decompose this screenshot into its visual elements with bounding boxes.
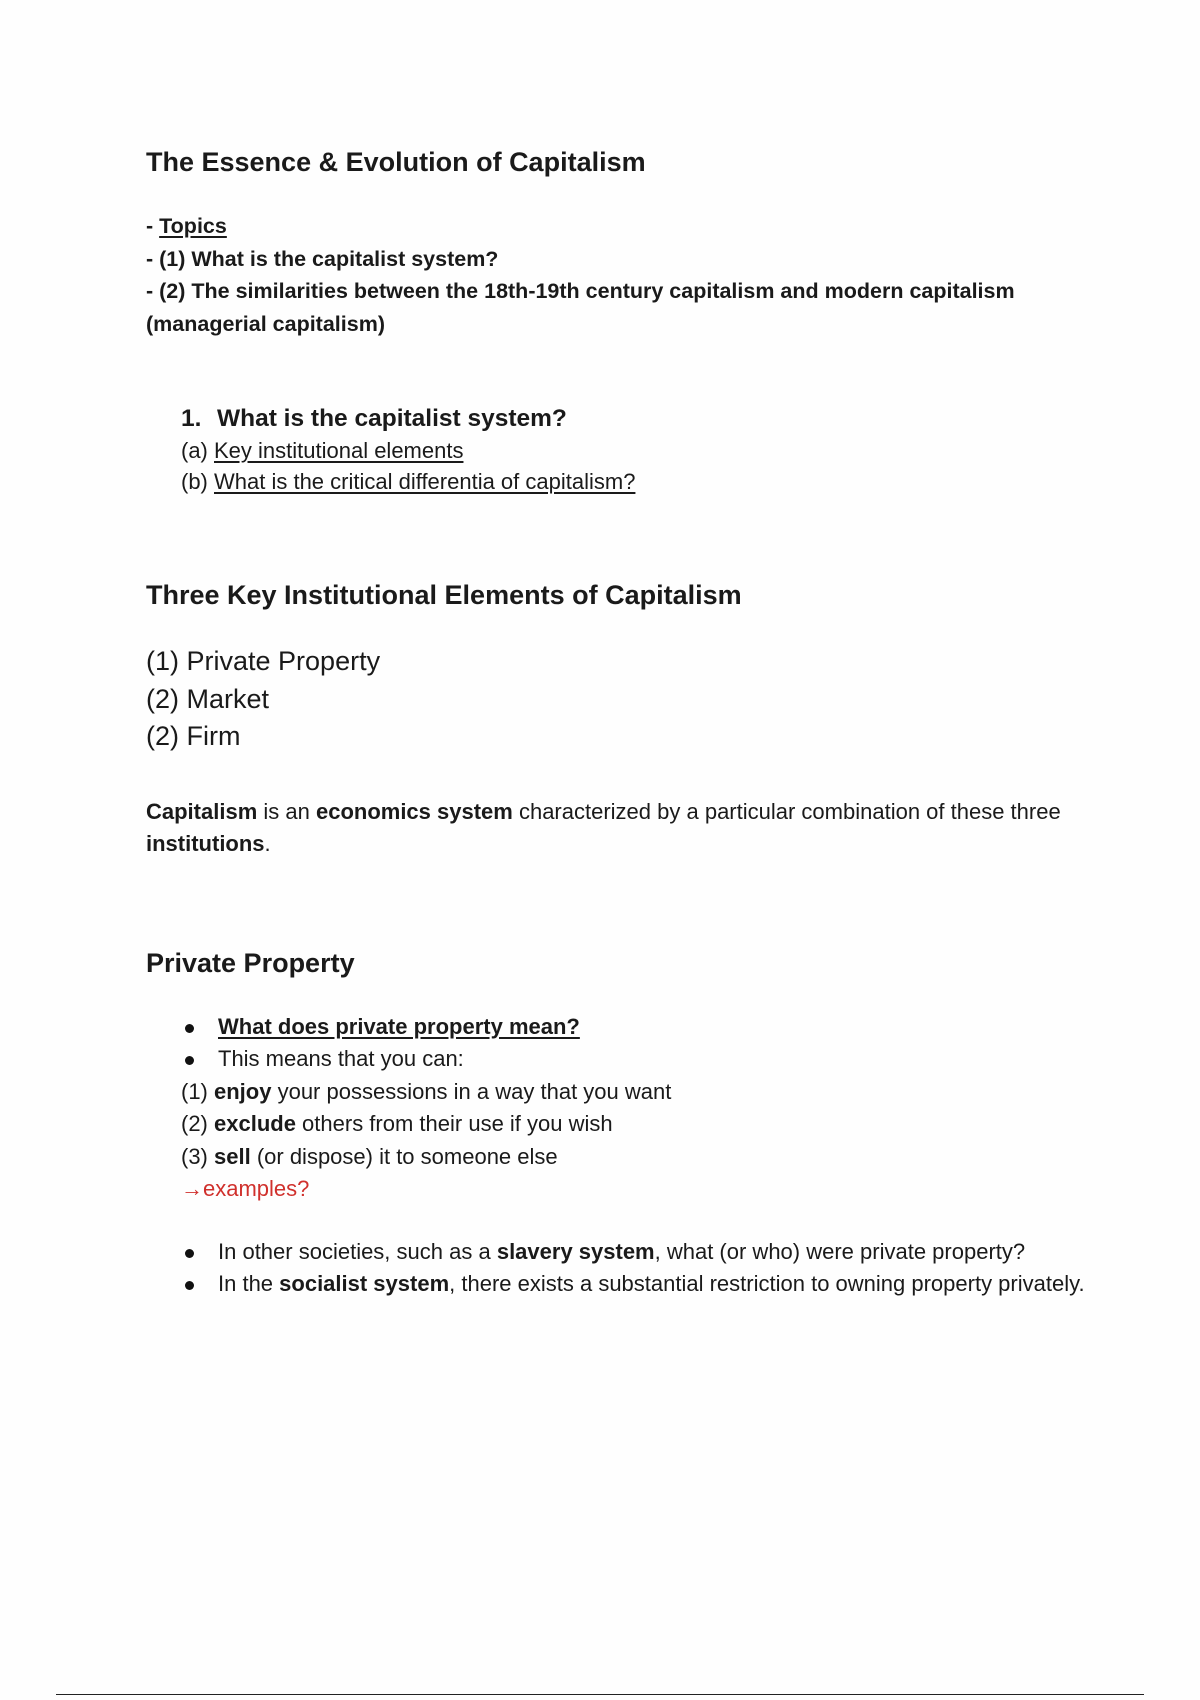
- document-title: The Essence & Evolution of Capitalism: [146, 147, 646, 177]
- subitem-marker: (b): [181, 468, 214, 494]
- definition-text: is an: [257, 798, 316, 824]
- term-institutions: institutions: [146, 831, 265, 856]
- bullet-icon: [181, 1236, 218, 1269]
- subitem-link-key-elements[interactable]: Key institutional elements: [214, 438, 464, 463]
- topic-item: - (2) The similarities between the 18th-19th century capitalism and modern capitalism (managerial capitalism): [146, 279, 1015, 336]
- term-capitalism: Capitalism: [146, 798, 258, 824]
- elements-heading: Three Key Institutional Elements of Capitalism: [146, 580, 742, 610]
- bullet-question: What does private property mean?: [218, 1013, 580, 1039]
- topics-label-row: [146, 210, 1086, 243]
- footer-divider: [56, 1694, 1144, 1695]
- list-item: [181, 1236, 1086, 1269]
- capitalism-definition: [146, 796, 1086, 861]
- right-term: enjoy: [214, 1078, 272, 1104]
- right-text: others from their use if you wish: [295, 1111, 613, 1136]
- term-slavery-system: slavery system: [496, 1238, 655, 1264]
- list-item: [181, 1268, 1086, 1301]
- right-text: (or dispose) it to someone else: [250, 1143, 558, 1169]
- list-item: [181, 1043, 1086, 1076]
- topics-prefix: -: [146, 214, 160, 238]
- definition-text: .: [264, 831, 271, 856]
- bullet-text: This means that you can:: [218, 1046, 464, 1071]
- list-item: [181, 1011, 1086, 1044]
- document-page: [146, 142, 1086, 1301]
- right-term: exclude: [214, 1111, 296, 1136]
- right-number: (1): [181, 1078, 214, 1104]
- private-property-list: [146, 1011, 1086, 1301]
- right-number: (3): [181, 1143, 214, 1169]
- bullet-icon: [181, 1268, 218, 1301]
- term-socialist-system: socialist system: [279, 1271, 450, 1296]
- subitem-marker: (a): [181, 438, 214, 463]
- bullet-icon: [181, 1011, 218, 1044]
- bullet-text-part: , what (or who) were private property?: [654, 1238, 1026, 1264]
- subitem-key-elements: [181, 436, 1086, 467]
- topic-item: - (1) What is the capitalist system?: [146, 246, 499, 271]
- examples-note: →examples?: [181, 1176, 310, 1201]
- section-capitalist-system: [146, 402, 1086, 497]
- right-number: (2): [181, 1111, 214, 1136]
- right-item: [181, 1076, 1086, 1109]
- elements-list: [146, 643, 1086, 756]
- bullet-text-part: , there exists a substantial restriction to owning property privately.: [449, 1271, 1085, 1296]
- right-term: sell: [214, 1143, 251, 1169]
- definition-text: characterized by a particular combination of these three: [512, 798, 1061, 824]
- right-item: [181, 1141, 1086, 1174]
- section-heading-text: What is the capitalist system?: [217, 405, 567, 432]
- section-heading: [181, 402, 1086, 436]
- spacer: [181, 1206, 1086, 1236]
- right-text: your possessions in a way that you want: [271, 1078, 672, 1104]
- element-item: (1) Private Property: [146, 646, 381, 676]
- private-property-heading: Private Property: [146, 947, 355, 978]
- bullet-icon: [181, 1043, 218, 1076]
- element-item: (2) Firm: [146, 721, 241, 751]
- subitem-critical-differentia: [181, 467, 1086, 498]
- bullet-text-part: In other societies, such as a: [218, 1238, 497, 1264]
- bullet-text: [218, 1236, 1086, 1269]
- topics-label: Topics: [159, 214, 227, 238]
- element-item: (2) Market: [146, 683, 270, 714]
- right-item: [181, 1108, 1086, 1141]
- subitem-link-critical-differentia[interactable]: What is the critical differentia of capitalism?: [214, 468, 636, 494]
- term-economics-system: economics system: [315, 798, 513, 824]
- bullet-text-part: In the: [218, 1271, 280, 1296]
- topics-block: [146, 210, 1086, 340]
- section-number: 1.: [181, 405, 202, 432]
- bullet-text: [218, 1268, 1086, 1301]
